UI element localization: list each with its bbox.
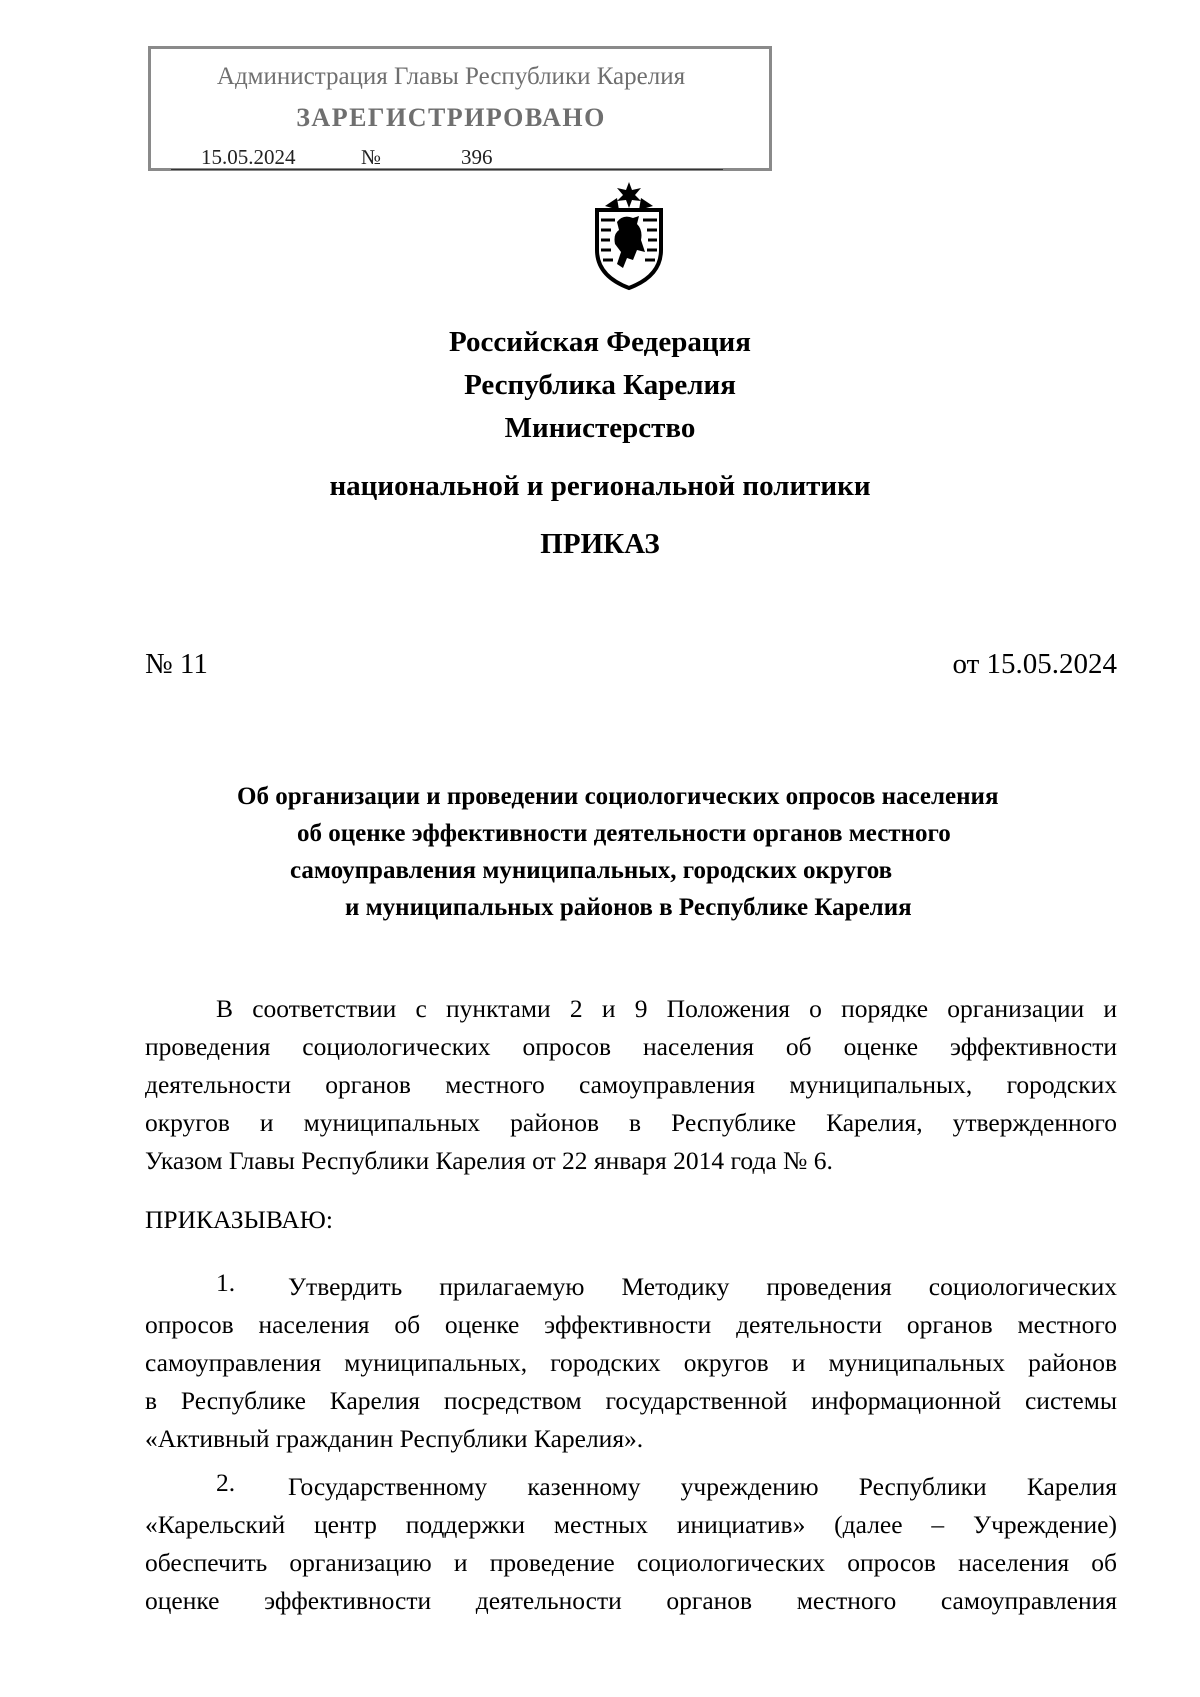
item-line: «Карельский центр поддержки местных инициатив» (далее – Учреждение): [145, 1510, 1117, 1539]
order-number: № 11: [145, 648, 208, 680]
item-line: Государственному казенному учреждению Республики Карелия: [288, 1472, 1117, 1501]
title-line: Об организации и проведении социологических опросов населения: [237, 783, 999, 810]
stamp-number-label: №: [361, 145, 382, 169]
item-line: обеспечить организацию и проведение социологических опросов населения об: [145, 1548, 1117, 1577]
header-country: Российская Федерация: [449, 326, 751, 358]
preamble-line: деятельности органов местного самоуправления муниципальных, городских: [145, 1070, 1117, 1099]
stamp-number: 396: [461, 145, 493, 169]
title-line: и муниципальных районов в Республике Карелия: [345, 894, 912, 921]
item-line: самоуправления муниципальных, городских округов и муниципальных районов: [145, 1348, 1117, 1377]
item-number: 2.: [216, 1468, 236, 1497]
registration-stamp: [148, 46, 772, 171]
preamble-line: проведения социологических опросов населения об оценке эффективности: [145, 1032, 1117, 1061]
coat-of-arms-icon: [583, 180, 675, 292]
document-type: ПРИКАЗ: [540, 528, 660, 560]
item-line: опросов населения об оценке эффективности деятельности органов местного: [145, 1310, 1117, 1339]
title-line: самоуправления муниципальных, городских округов: [290, 857, 893, 884]
item-number: 1.: [216, 1268, 236, 1297]
item-line: «Активный гражданин Республики Карелия».: [145, 1424, 644, 1453]
header-ministry-name: национальной и региональной политики: [329, 470, 871, 502]
item-line: в Республике Карелия посредством государственной информационной системы: [145, 1386, 1117, 1415]
stamp-status: ЗАРЕГИСТРИРОВАНО: [296, 103, 606, 132]
stamp-date: 15.05.2024: [201, 145, 296, 169]
item-line: Утвердить прилагаемую Методику проведения социологических: [288, 1272, 1117, 1301]
item-line: оценке эффективности деятельности органов местного самоуправления: [145, 1586, 1117, 1615]
header-ministry: Министерство: [504, 412, 696, 444]
title-line: об оценке эффективности деятельности органов местного: [297, 820, 951, 847]
order-word: ПРИКАЗЫВАЮ:: [145, 1205, 333, 1234]
preamble-line: В соответствии с пунктами 2 и 9 Положения о порядке организации и: [216, 994, 1117, 1023]
preamble-line: округов и муниципальных районов в Республике Карелия, утвержденного: [145, 1108, 1117, 1137]
order-date: от 15.05.2024: [952, 648, 1117, 680]
stamp-underline: [171, 169, 723, 170]
header-region: Республика Карелия: [464, 369, 736, 401]
preamble-line: Указом Главы Республики Карелия от 22 января 2014 года № 6.: [145, 1146, 833, 1175]
stamp-organization: Администрация Главы Республики Карелия: [216, 63, 686, 90]
